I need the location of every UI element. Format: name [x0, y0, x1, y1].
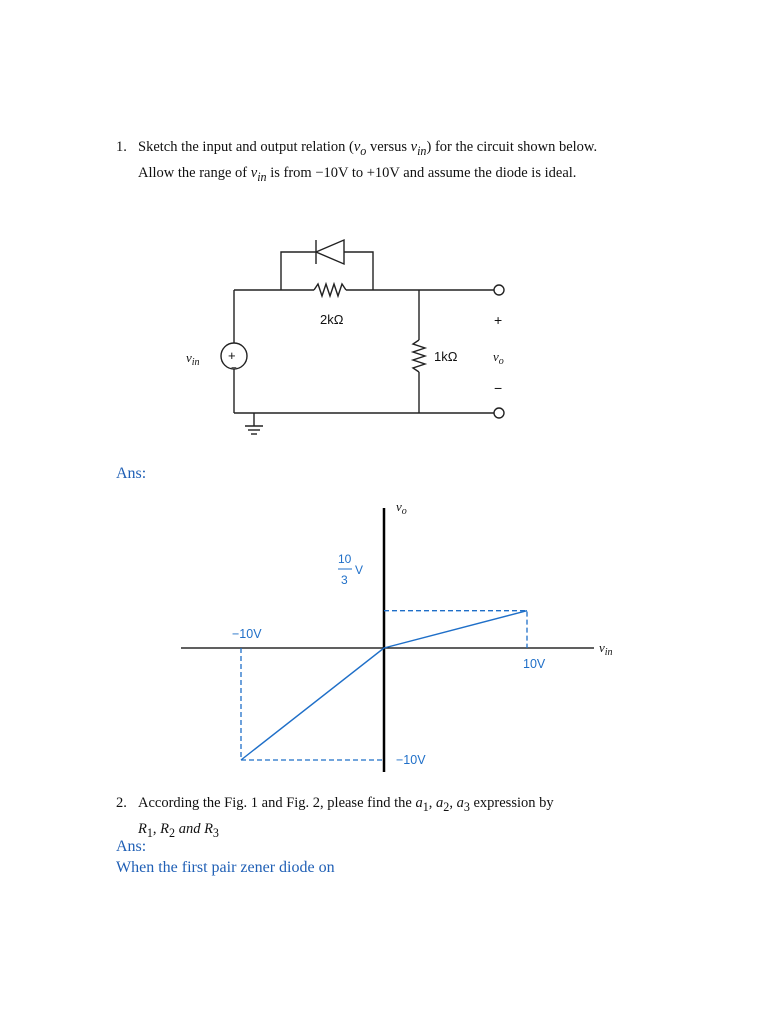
y-axis-label: $v_o$	[396, 499, 407, 517]
question-text: According the Fig. 1 and Fig. 2, please find the $a_1$, $a_2$, $a_3$ expression by $R_1$, $R_2$ and $R_3$	[138, 795, 554, 840]
output-plus: +	[494, 312, 503, 328]
source-label: $v_{in}$	[186, 350, 200, 368]
output-label: $v_o$	[493, 349, 504, 367]
y-neg-label: −10V	[396, 753, 426, 767]
resistor-1k-label: 1kΩ	[434, 349, 458, 364]
x-pos-label: 10V	[523, 657, 546, 671]
answer-1-label: Ans:	[116, 465, 147, 482]
svg-text:+: +	[228, 348, 236, 363]
svg-text:−: −	[231, 363, 237, 374]
question-text: Sketch the input and output relation ($v_o$ versus $v_{in}$) for the circuit shown below. Allow the range of $v_{in}$ is from −10V to +10V and assume the diode is ideal.	[138, 139, 598, 184]
answer-2-label: Ans:	[116, 838, 147, 855]
y-pos-label	[338, 552, 363, 587]
y-pos-numerator: 10	[338, 552, 352, 566]
answer-2-text: When the first pair zener diode on	[116, 859, 335, 876]
x-axis-label: $v_{in}$	[599, 640, 613, 658]
output-minus: −	[494, 380, 503, 396]
y-pos-unit: V	[355, 563, 364, 577]
question-number: 2.	[116, 795, 127, 811]
x-neg-label: −10V	[232, 627, 262, 641]
question-number: 1.	[116, 139, 127, 155]
resistor-2k-label: 2kΩ	[320, 312, 344, 327]
question-2	[116, 792, 736, 838]
y-pos-denominator: 3	[341, 573, 348, 587]
